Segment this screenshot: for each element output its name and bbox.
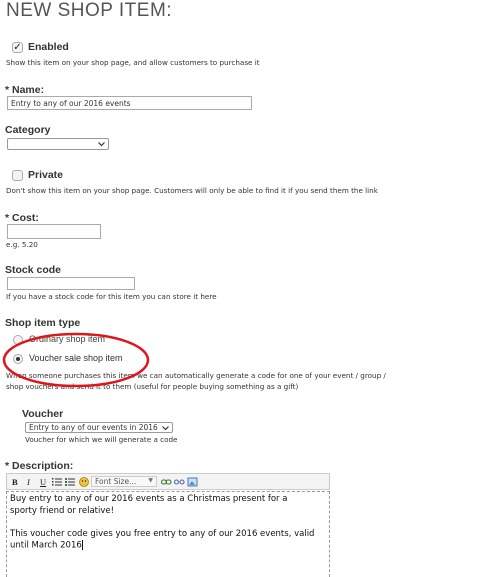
description-line: sporty friend or relative! (10, 505, 115, 516)
description-line: Buy entry to any of our 2016 events as a Christmas present for a (10, 494, 288, 504)
chevron-down-icon: ▼ (148, 477, 153, 484)
voucher-select-value: Entry to any of our events in 2016 (29, 423, 158, 432)
bold-button[interactable]: B (12, 477, 18, 487)
voucher-item-option-label: Voucher sale shop item (29, 353, 123, 363)
stock-code-label: Stock code (5, 264, 62, 276)
cost-label: * Cost: (5, 212, 39, 224)
page-title: NEW SHOP ITEM: (6, 0, 173, 21)
voucher-select[interactable] (25, 422, 173, 433)
underline-button[interactable]: U (40, 477, 47, 487)
description-editor[interactable] (6, 491, 330, 577)
shop-item-type-label: Shop item type (5, 317, 81, 329)
enabled-label: Enabled (28, 41, 69, 53)
shop-item-type-hint-line1: When someone purchases this item we can automatically generate a code for one of your event / group / (6, 371, 386, 380)
font-size-select-label: Font Size... (95, 477, 137, 486)
ordered-list-icon[interactable] (52, 477, 62, 487)
unordered-list-icon[interactable] (65, 477, 75, 487)
name-label: * Name: (5, 84, 45, 96)
chevron-down-icon (98, 142, 105, 147)
link-icon[interactable] (161, 477, 172, 487)
stock-code-input[interactable] (7, 277, 135, 290)
private-checkbox[interactable] (12, 170, 23, 181)
highlight-ellipse-annotation (0, 330, 155, 394)
description-label: * Description: (5, 460, 74, 472)
checkmark-icon: ✓ (13, 42, 22, 53)
enabled-hint: Show this item on your shop page, and allow customers to purchase it (6, 58, 260, 67)
insert-image-icon[interactable] (187, 476, 198, 488)
private-hint: Don't show this item on your shop page. Customers will only be able to find it if you send them the link (6, 186, 378, 195)
cost-input[interactable] (7, 224, 101, 239)
emoticon-icon[interactable] (79, 477, 89, 487)
description-line: This voucher code gives you free entry to any of our 2016 events, valid (10, 528, 315, 539)
italic-button[interactable]: I (27, 477, 30, 487)
unlink-icon[interactable] (174, 477, 185, 487)
cost-hint: e.g. 5.20 (6, 240, 38, 249)
enabled-checkbox[interactable] (12, 42, 23, 53)
text-cursor (82, 540, 83, 550)
font-size-select[interactable] (91, 476, 157, 487)
category-select[interactable] (7, 138, 109, 150)
ordinary-item-option-label: Ordinary shop item (29, 334, 106, 344)
chevron-down-icon (162, 426, 169, 431)
voucher-hint: Voucher for which we will generate a code (25, 435, 178, 444)
private-label: Private (28, 169, 64, 181)
stock-code-hint: If you have a stock code for this item you can store it here (6, 292, 217, 301)
category-label: Category (5, 124, 51, 136)
description-line-text: until March 2016 (10, 540, 82, 551)
editor-toolbar (6, 473, 330, 490)
name-input[interactable]: Entry to any of our 2016 events (7, 96, 252, 110)
description-line (10, 540, 326, 552)
voucher-label: Voucher (22, 408, 64, 420)
shop-item-type-hint-line2: shop vouchers and send it to them (useful for people buying something as a gift) (6, 382, 299, 391)
